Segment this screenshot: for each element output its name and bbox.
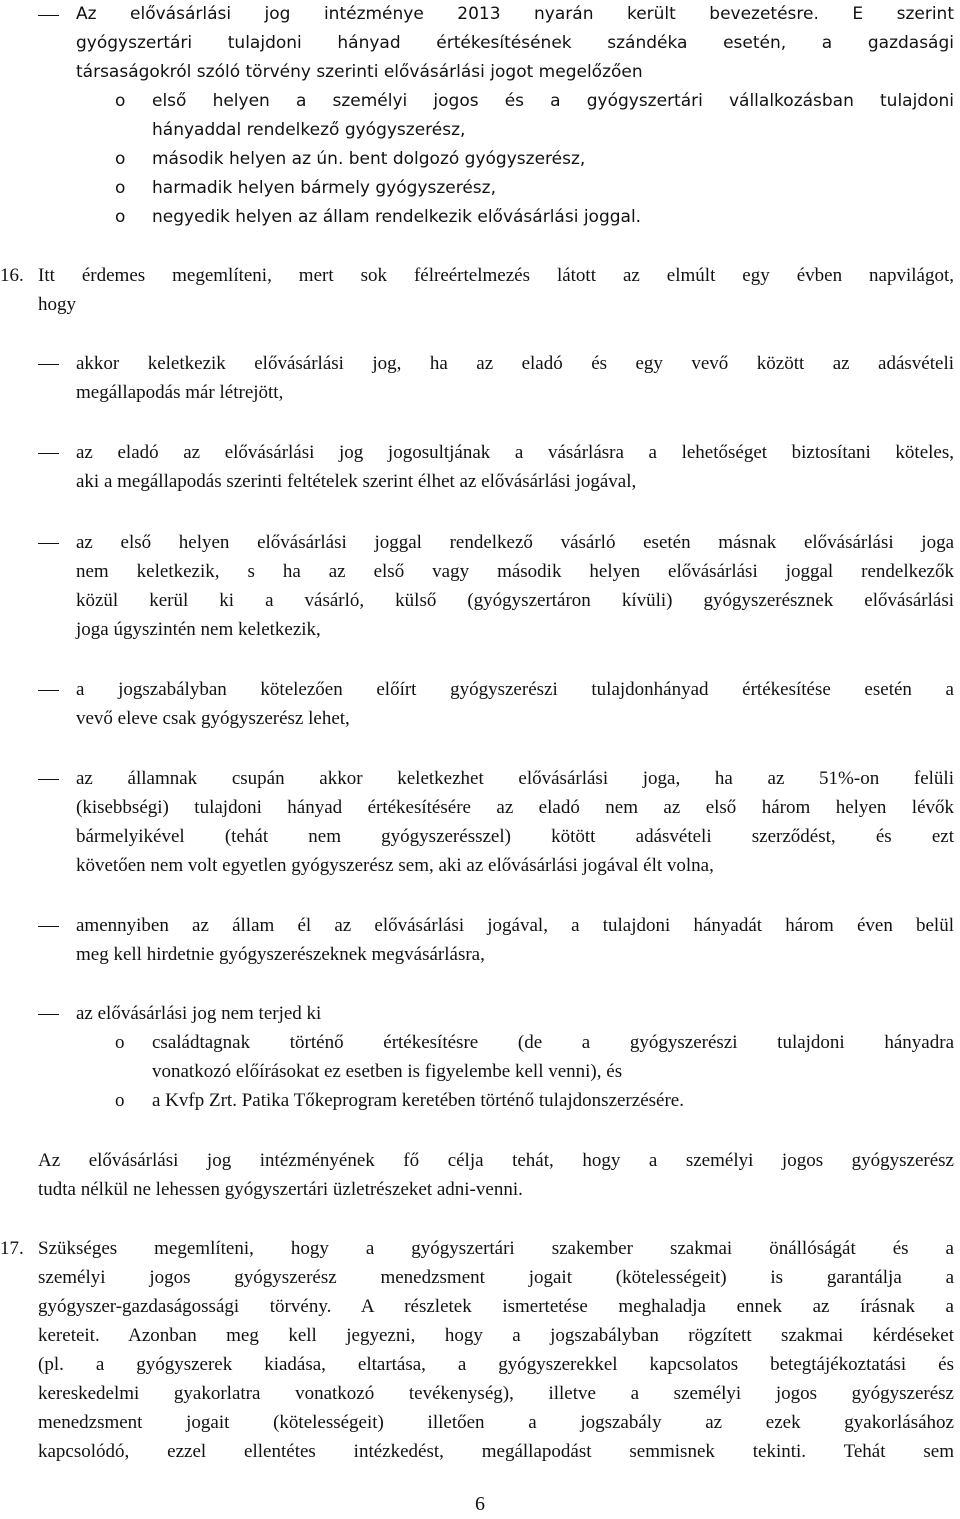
dash-bullet-icon: [38, 779, 59, 780]
text-line: az eladó az elővásárlási jog jogosultjának a vásárlásra a lehetőséget biztosítani köteles,: [76, 442, 954, 463]
dash-bullet-icon: [38, 690, 59, 691]
text-line: joga úgyszintén nem keletkezik,: [76, 619, 321, 640]
circle-bullet: o: [115, 1090, 125, 1111]
circle-bullet: o: [115, 1032, 125, 1053]
sub-list-item: [0, 174, 960, 203]
text-line: hányaddal rendelkező gyógyszerész,: [152, 120, 466, 140]
text-line: gyógyszer-gazdaságossági törvény. A részletek ismertetése meghaladja ennek az írásnak a: [38, 1296, 954, 1317]
text-line: menedzsment jogait (kötelességeit) illetően a jogszabály az ezek gyakorlásához: [38, 1412, 954, 1433]
text-line: Itt érdemes megemlíteni, mert sok félreértelmezés látott az elmúlt egy évben napvilágot,: [38, 265, 954, 286]
text-line: bármelyikével (tehát nem gyógyszerésszel) kötött adásvételi szerződést, és ezt: [76, 826, 954, 847]
text-line: családtagnak történő értékesítésre (de a gyógyszerészi tulajdoni hányadra: [152, 1032, 954, 1053]
list-item: [0, 438, 960, 496]
list-item: [0, 764, 960, 880]
circle-bullet: o: [115, 91, 126, 111]
dash-bullet-icon: [38, 543, 59, 544]
page-number: 6: [475, 1493, 485, 1515]
text-line: kereteit. Azonban meg kell jegyezni, hogy a jogszabályban rögzített szakmai kérdéseket: [38, 1325, 954, 1346]
circle-bullet: o: [115, 149, 126, 169]
text-line: harmadik helyen bármely gyógyszerész,: [152, 178, 496, 198]
text-line: meg kell hirdetnie gyógyszerészeknek megvásárlásra,: [76, 944, 485, 965]
paragraph-number: 17.: [0, 1238, 24, 1259]
text-line: első helyen a személyi jogos és a gyógyszertári vállalkozásban tulajdoni: [152, 91, 954, 111]
list-item: [0, 911, 960, 969]
list-item: [0, 528, 960, 644]
sub-list-item: [0, 87, 960, 145]
dash-bullet-icon: [38, 15, 59, 16]
list-item: [0, 675, 960, 733]
text-line: közül kerül ki a vásárló, külső (gyógyszertáron kívüli) gyógyszerésznek elővásárlási: [76, 590, 954, 611]
text-line: Az elővásárlási jog intézményének fő célja tehát, hogy a személyi jogos gyógyszerész: [38, 1150, 954, 1171]
numbered-paragraph-17: [0, 1234, 960, 1466]
sub-list-item: [0, 203, 960, 232]
text-line: kapcsolódó, ezzel ellentétes intézkedést, megállapodást semmisnek tekinti. Tehát sem: [38, 1441, 954, 1462]
text-line: társaságokról szóló törvény szerinti elővásárlási jogot megelőzően: [76, 62, 643, 82]
dash-bullet-icon: [38, 1014, 59, 1015]
numbered-paragraph-16: [0, 261, 960, 319]
text-line: negyedik helyen az állam rendelkezik elővásárlási joggal.: [152, 207, 642, 227]
text-line: Az elővásárlási jog intézménye 2013 nyarán került bevezetésre. E szerint: [76, 4, 954, 24]
summary-paragraph: [0, 1146, 960, 1204]
text-line: a Kvfp Zrt. Patika Tőkeprogram keretében történő tulajdonszerzésére.: [152, 1090, 684, 1111]
list-item: [0, 999, 960, 1115]
text-line: vevő eleve csak gyógyszerész lehet,: [76, 708, 350, 729]
sub-list-item: [0, 145, 960, 174]
intro-list-item: [0, 0, 960, 232]
text-line: tudta nélkül ne lehessen gyógyszertári üzletrészeket adni-venni.: [38, 1179, 523, 1200]
circle-bullet: o: [115, 207, 126, 227]
text-line: aki a megállapodás szerinti feltételek szerint élhet az elővásárlási jogával,: [76, 471, 637, 492]
text-line: az államnak csupán akkor keletkezhet elővásárlási joga, ha az 51%-on felüli: [76, 768, 954, 789]
text-line: az első helyen elővásárlási joggal rendelkező vásárló esetén másnak elővásárlási joga: [76, 532, 954, 553]
text-line: hogy: [38, 294, 76, 315]
text-line: (pl. a gyógyszerek kiadása, eltartása, a gyógyszerekkel kapcsolatos betegtájékoztatási és: [38, 1354, 954, 1375]
text-line: gyógyszertári tulajdoni hányad értékesítésének szándéka esetén, a gazdasági: [76, 33, 954, 53]
sub-list-item: [0, 1028, 960, 1086]
text-line: kereskedelmi gyakorlatra vonatkozó tevékenység), illetve a személyi jogos gyógyszerész: [38, 1383, 954, 1404]
text-line: követően nem volt egyetlen gyógyszerész sem, aki az elővásárlási jogával élt volna,: [76, 855, 714, 876]
text-line: második helyen az ún. bent dolgozó gyógyszerész,: [152, 149, 586, 169]
sub-list-item: [0, 1086, 960, 1115]
text-line: amennyiben az állam él az elővásárlási jogával, a tulajdoni hányadát három éven belül: [76, 915, 954, 936]
dash-bullet-icon: [38, 453, 59, 454]
text-line: akkor keletkezik elővásárlási jog, ha az eladó és egy vevő között az adásvételi: [76, 353, 954, 374]
text-line: az elővásárlási jog nem terjed ki: [76, 1003, 322, 1024]
text-line: nem keletkezik, s ha az első vagy második helyen elővásárlási joggal rendelkezők: [76, 561, 954, 582]
circle-bullet: o: [115, 178, 126, 198]
text-line: vonatkozó előírásokat ez esetben is figyelembe kell venni), és: [152, 1061, 623, 1082]
text-line: személyi jogos gyógyszerész menedzsment jogait (kötelességeit) is garantálja a: [38, 1267, 954, 1288]
list-item: [0, 349, 960, 407]
text-line: Szükséges megemlíteni, hogy a gyógyszertári szakember szakmai önállóságát és a: [38, 1238, 954, 1259]
text-line: a jogszabályban kötelezően előírt gyógyszerészi tulajdonhányad értékesítése esetén a: [76, 679, 954, 700]
dash-bullet-icon: [38, 364, 59, 365]
text-line: megállapodás már létrejött,: [76, 382, 284, 403]
dash-bullet-icon: [38, 926, 59, 927]
paragraph-number: 16.: [0, 265, 24, 286]
text-line: (kisebbségi) tulajdoni hányad értékesítésére az eladó nem az első három helyen lévők: [76, 797, 954, 818]
